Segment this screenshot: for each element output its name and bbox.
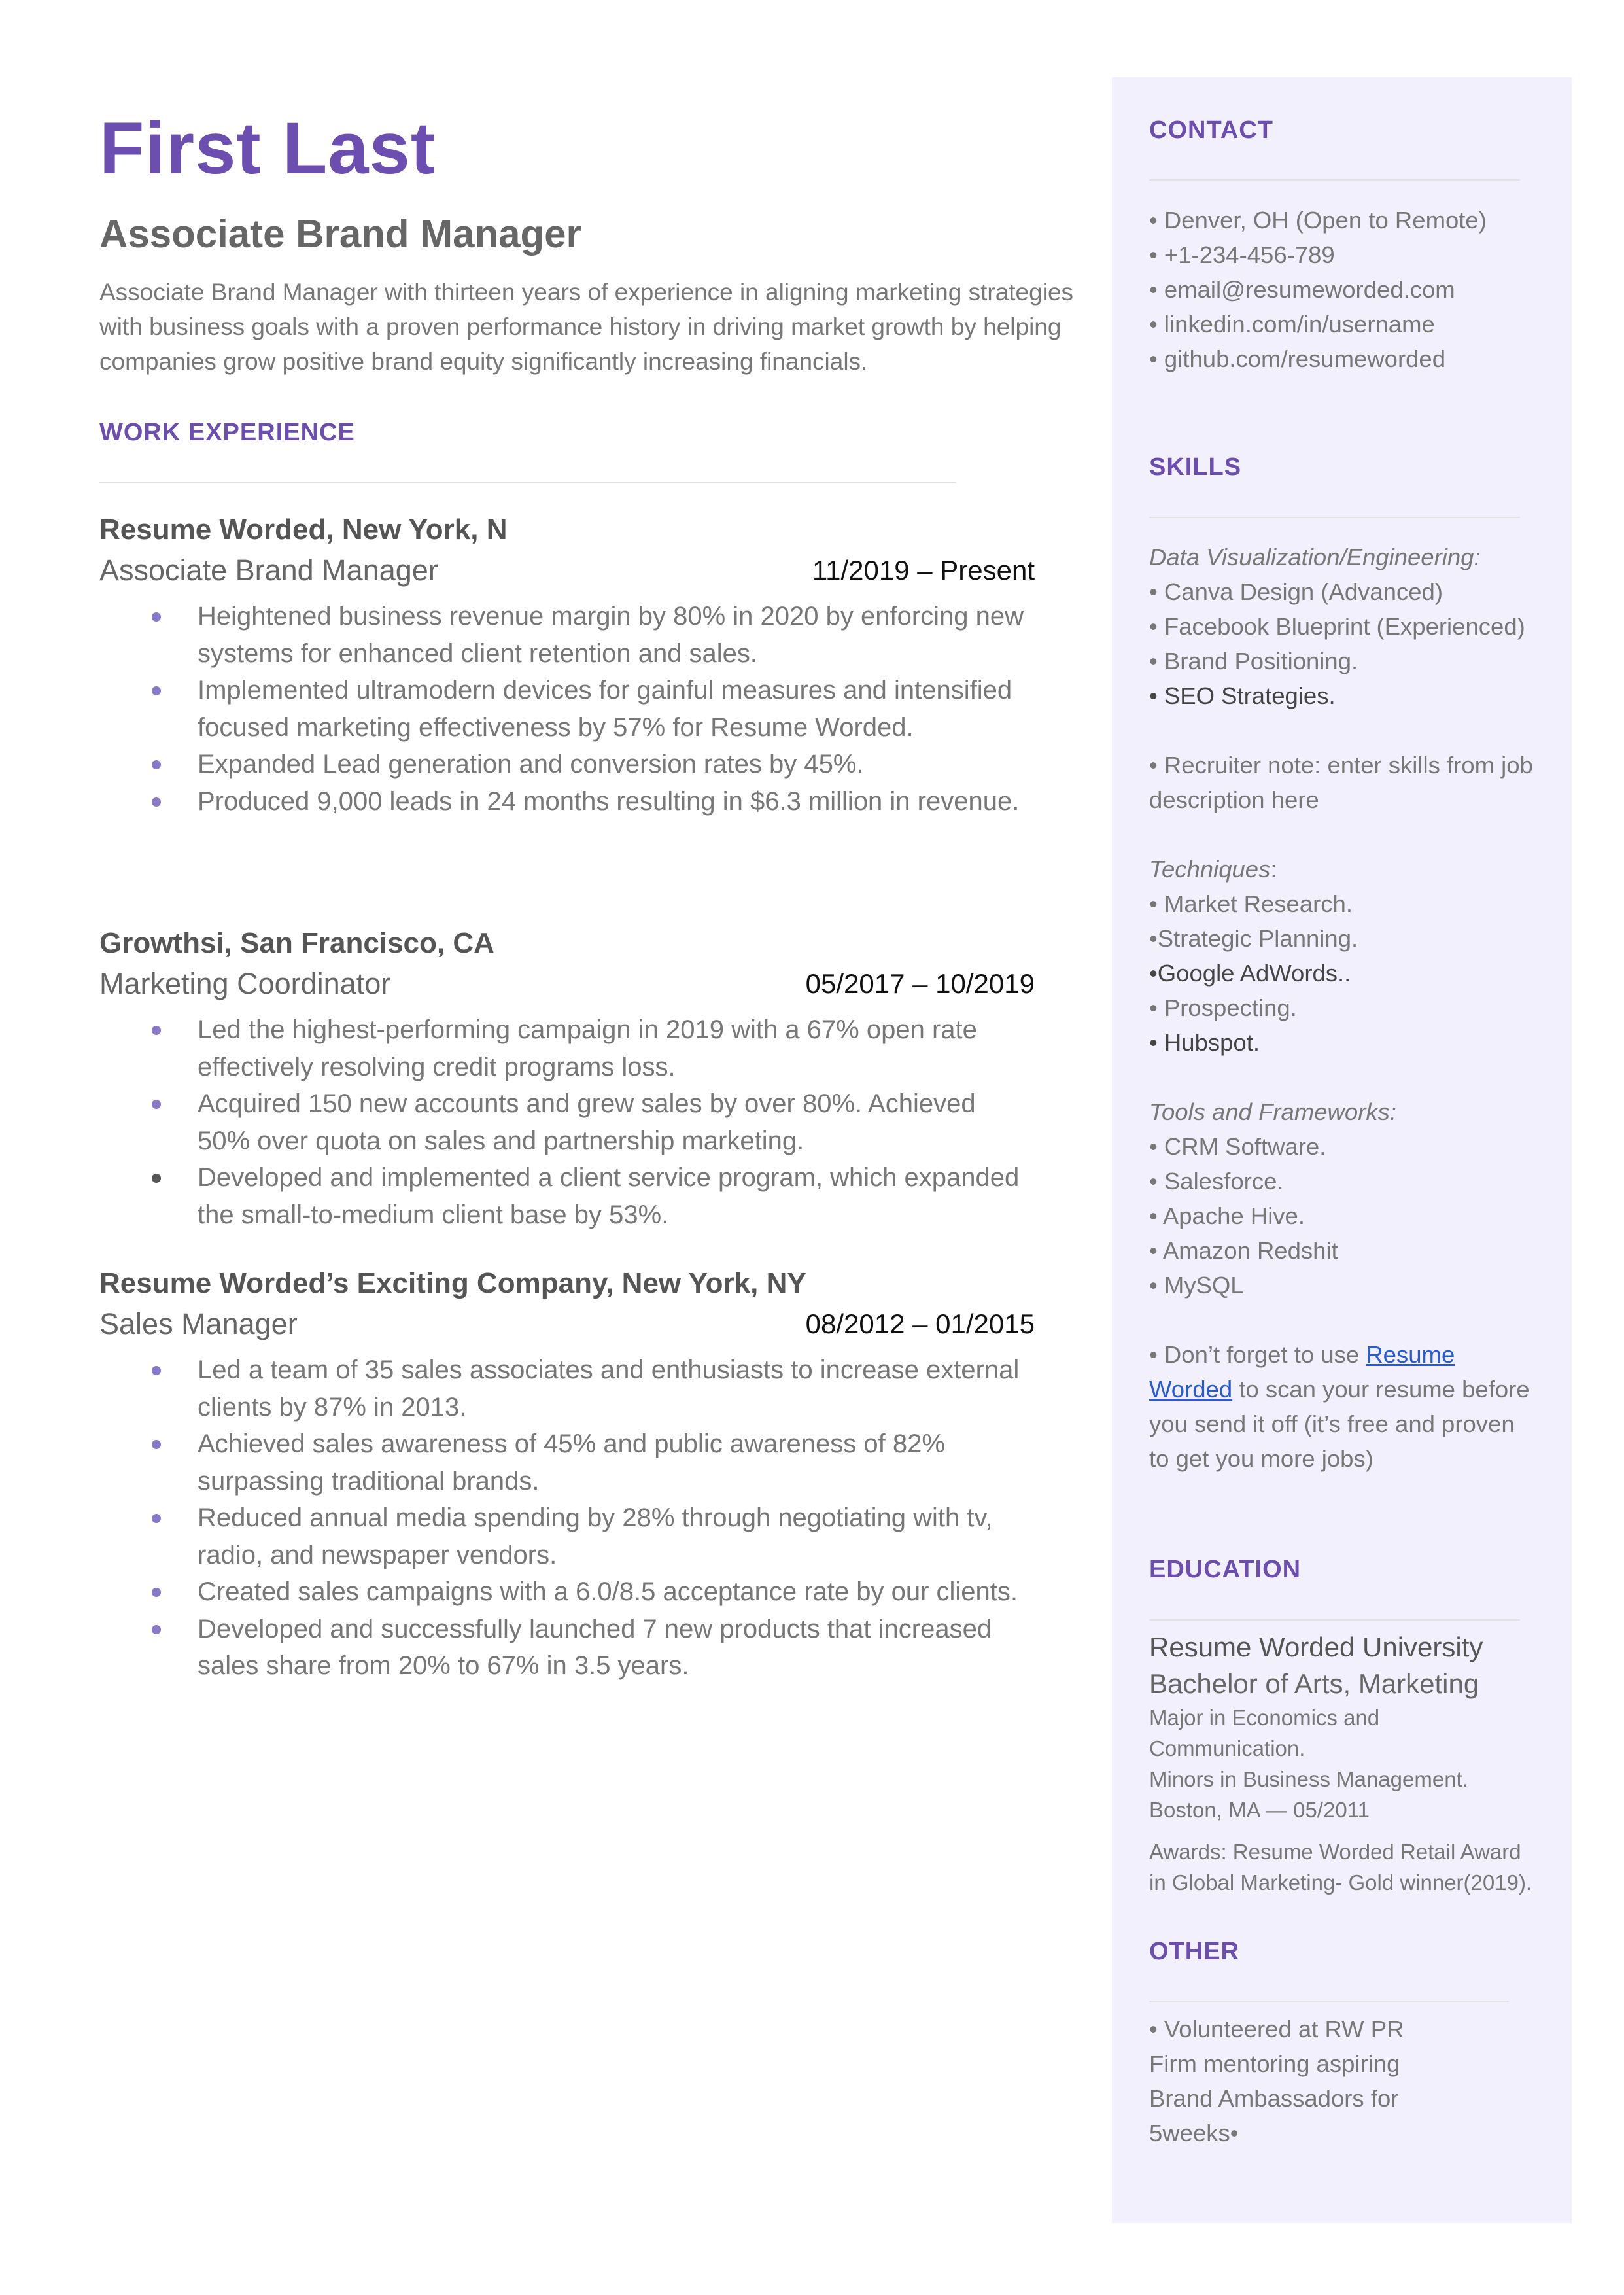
other-divider (1149, 2001, 1509, 2002)
job-company: Resume Worded’s Exciting Company, New York, NY (99, 1267, 806, 1299)
profile-summary: Associate Brand Manager with thirteen years of experience in aligning marketing strategies with business goals with a proven performance history in driving market growth by helping companies grow positive brand equity significantly increasing financials. (99, 279, 1074, 375)
list-item: Heightened business revenue margin by 80% in 2020 by enforcing new systems for enhanced client retention and sales. (99, 598, 1035, 672)
tools-label: Tools and Frameworks: (1149, 1098, 1396, 1125)
bullet-icon (152, 1514, 161, 1523)
bullet-icon (152, 1625, 161, 1634)
job-company: Growthsi, San Francisco, CA (99, 927, 494, 959)
candidate-role: Associate Brand Manager (99, 212, 581, 256)
bullet-icon (152, 1588, 161, 1597)
job-dates: 05/2017 – 10/2019 (805, 968, 1035, 999)
job-title: Associate Brand Manager (99, 553, 438, 587)
education-minors: Minors in Business Management. (1149, 1767, 1468, 1791)
job-entry-1 (99, 510, 1035, 820)
list-item: Acquired 150 new accounts and grew sales by over 80%. Achieved 50% over quota on sales and partnership marketing. (99, 1085, 1035, 1159)
list-item: Produced 9,000 leads in 24 months resulting in $6.3 million in revenue. (99, 783, 1035, 820)
bullet-icon (152, 1100, 161, 1109)
list-item: Developed and implemented a client service program, which expanded the small-to-medium client base by 53%. (99, 1159, 1035, 1233)
candidate-name: First Last (99, 107, 436, 189)
technique-item: • Prospecting. (1149, 994, 1297, 1021)
resume-tip: • Don’t forget to use Resume Worded to scan your resume before you send it off (it’s free and proven to get you more jobs) (1149, 1341, 1530, 1472)
job-entry-2 (99, 924, 1035, 1233)
list-item: Developed and successfully launched 7 new products that increased sales share from 20% to 67% in 3.5 years. (99, 1611, 1035, 1685)
tool-item: • Amazon Redshit (1149, 1237, 1338, 1264)
techniques-label: Techniques: (1149, 856, 1277, 883)
skill-item: • Facebook Blueprint (Experienced) (1149, 613, 1525, 640)
contact-list (1149, 203, 1535, 376)
skills-list (1149, 540, 1535, 1476)
education-school: Resume Worded University (1149, 1632, 1483, 1662)
work-experience-heading: WORK EXPERIENCE (99, 419, 355, 446)
education-location-date: Boston, MA — 05/2011 (1149, 1798, 1370, 1822)
contact-heading: CONTACT (1149, 116, 1273, 144)
list-item: Expanded Lead generation and conversion rates by 45%. (99, 746, 1035, 783)
other-heading: OTHER (1149, 1938, 1239, 1965)
job-title: Marketing Coordinator (99, 967, 391, 1000)
contact-linkedin[interactable]: • linkedin.com/in/username (1149, 311, 1435, 338)
contact-location: • Denver, OH (Open to Remote) (1149, 207, 1487, 234)
bullet-icon (152, 612, 161, 622)
list-item: Achieved sales awareness of 45% and public awareness of 82% surpassing traditional brands. (99, 1426, 1035, 1499)
skill-item: • Canva Design (Advanced) (1149, 578, 1443, 605)
job-company: Resume Worded, New York, N (99, 514, 508, 546)
job-bullets (99, 598, 1035, 820)
job-bullets (99, 1352, 1035, 1685)
list-item: Implemented ultramodern devices for gainful measures and intensified focused marketing effectiveness by 57% for Resume Worded. (99, 672, 1035, 746)
list-item: Led a team of 35 sales associates and enthusiasts to increase external clients by 87% in 2013. (99, 1352, 1035, 1426)
tool-item: • MySQL (1149, 1272, 1244, 1299)
technique-item: •Strategic Planning. (1149, 925, 1358, 952)
work-divider (99, 482, 956, 483)
job-dates: 08/2012 – 01/2015 (805, 1308, 1035, 1339)
education-divider (1149, 1619, 1520, 1621)
other-text: • Volunteered at RW PR Firm mentoring aspiring Brand Ambassadors for 5weeks• (1149, 2016, 1404, 2146)
skills-divider (1149, 517, 1520, 518)
bullet-icon (152, 1440, 161, 1449)
bullet-icon (152, 1174, 161, 1183)
tool-item: • Salesforce. (1149, 1168, 1284, 1195)
list-item: Led the highest-performing campaign in 2019 with a 67% open rate effectively resolving credit programs loss. (99, 1011, 1035, 1085)
contact-phone[interactable]: • +1-234-456-789 (1149, 241, 1335, 268)
contact-divider (1149, 179, 1520, 181)
contact-email[interactable]: • email@resumeworded.com (1149, 276, 1455, 303)
education-awards: Awards: Resume Worded Retail Award in Global Marketing- Gold winner(2019). (1149, 1840, 1532, 1895)
bullet-icon (152, 760, 161, 769)
education-heading: EDUCATION (1149, 1556, 1302, 1583)
other-block (1149, 2012, 1450, 2150)
skills-data-label: Data Visualization/Engineering: (1149, 544, 1481, 570)
technique-item: •Google AdWords.. (1149, 960, 1351, 987)
skills-heading: SKILLS (1149, 453, 1242, 481)
job-title: Sales Manager (99, 1307, 298, 1340)
skill-item: • SEO Strategies. (1149, 682, 1336, 709)
list-item: Reduced annual media spending by 28% through negotiating with tv, radio, and newspaper vendors. (99, 1499, 1035, 1573)
bullet-icon (152, 797, 161, 807)
technique-item: • Market Research. (1149, 890, 1353, 917)
resume-worded-link[interactable]: Resume Worded (1149, 1341, 1455, 1403)
tool-item: • CRM Software. (1149, 1133, 1326, 1160)
recruiter-note: • Recruiter note: enter skills from job description here (1149, 752, 1533, 813)
job-bullets (99, 1011, 1035, 1233)
bullet-icon (152, 1026, 161, 1035)
education-degree: Bachelor of Arts, Marketing (1149, 1668, 1479, 1699)
technique-item: • Hubspot. (1149, 1029, 1260, 1056)
job-dates: 11/2019 – Present (812, 555, 1035, 586)
skill-item: • Brand Positioning. (1149, 648, 1358, 674)
education-major: Major in Economics and Communication. (1149, 1706, 1380, 1761)
education-block (1149, 1629, 1535, 1898)
list-item: Created sales campaigns with a 6.0/8.5 acceptance rate by our clients. (99, 1573, 1035, 1611)
job-entry-3 (99, 1264, 1035, 1685)
contact-github[interactable]: • github.com/resumeworded (1149, 345, 1446, 372)
tool-item: • Apache Hive. (1149, 1202, 1305, 1229)
bullet-icon (152, 686, 161, 695)
bullet-icon (152, 1366, 161, 1375)
